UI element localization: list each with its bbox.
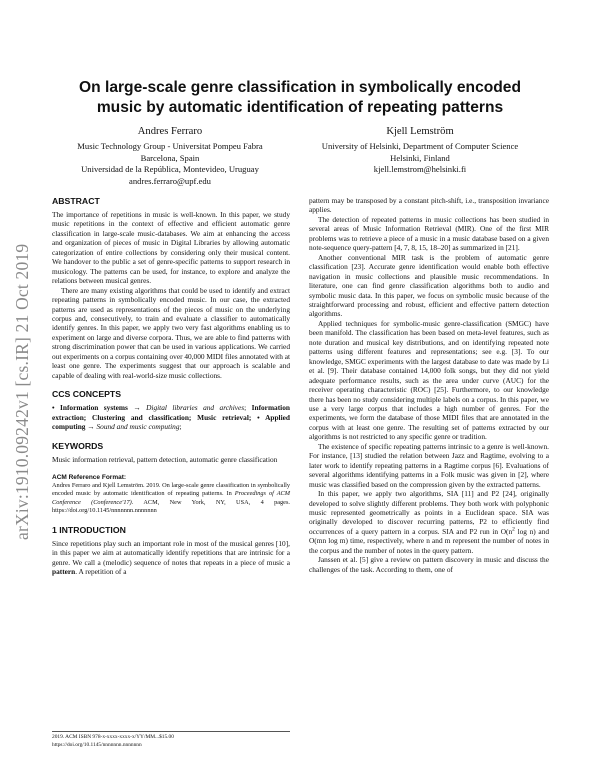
body-paragraph: The existence of specific repeating patterns intrinsic to a genre is well-known. For instance, [13] studied the relation between Jazz and Ragtime, evolving to a later work to identify repeating patterns in a Ragtime corpus [6]. Evaluations of several algorithms identifying patterns in a Folk music was given in [2], where music was classified based on the compression given by the extracted patterns.: [309, 441, 549, 489]
ccs-term: Sound and music computing: [96, 422, 180, 432]
body-paragraph: Janssen et al. [5] give a review on pattern discovery in music and discuss the challenges of the task. According to them, one of: [309, 555, 549, 574]
acm-reference-venue: Proceedings of ACM Conference (Conference'17).: [52, 490, 290, 506]
abstract-paragraph: There are many existing algorithms that could be used to identify and extract repeating patterns in symbolically encoded music. In our case, the extracted patterns are used as representations of the pieces of music on the underlying corpus and, consecutively, to train and evaluate a classifier to automatically identify genres. In this paper, we apply two very fast algorithms enabling us to experiment on large and diverse corpora. Thus, we are able to find patterns with strong discrimination power that can be used in various applications. We carried out experiments on a corpus containing over 40,000 MIDI files annotated with at least one genre. The experiments suggest that our approach is scalable and capable of dealing with real-world-size music collections.: [52, 285, 291, 380]
ccs-arrow: →: [127, 403, 147, 413]
introduction-text: Since repetitions play such an important role in most of the musical genres [10], in this paper we aim at automatically identify repetitions that are intrinsic for a genre. We call a (melodic) sequence of notes that repeats in a piece of music a: [52, 538, 290, 567]
keywords-text: Music information retrieval, pattern detection, automatic genre classification: [52, 454, 278, 464]
author-affiliation: University of Helsinki, Department of Computer Science: [321, 141, 519, 151]
author-name: Kjell Lemström: [386, 126, 454, 137]
body-paragraph: The detection of repeated patterns in music collections has been studied in several areas of Music Information Retrieval (MIR). One of the first MIR problems was to retrieve a piece of a music in a music database based on a given note-sequence query-pattern [4, 7, 8, 15, 18–20] as summarized in [21].: [309, 214, 549, 253]
introduction-heading: 1 INTRODUCTION: [52, 524, 126, 535]
copyright-footnote: [52, 731, 290, 749]
body-paragraph: pattern may be transposed by a constant pitch-shift, i.e., transposition invariance applies.: [309, 196, 549, 215]
introduction-text: . A repetition of a: [75, 566, 127, 576]
body-paragraph: [309, 489, 549, 555]
acm-reference-part: ACM, New York, NY, USA, 4 pages. https://doi.org/10.1145/nnnnnnn.nnnnnnn: [52, 498, 290, 515]
author-location: Barcelona, Spain: [140, 152, 200, 163]
ccs-term: Information extraction; Clustering and classification; Music retrieval; • Applied computing: [52, 403, 290, 432]
author-affiliation: Universidad de la República, Montevideo, Uruguay: [81, 164, 259, 174]
keywords-heading: KEYWORDS: [52, 440, 104, 451]
author-email: kjell.lemstrom@helsinki.fi: [373, 164, 467, 174]
ccs-arrow: →: [85, 422, 97, 432]
paper-title: On large-scale genre classification in symbolically encoded music by automatic identification of repeating patterns: [79, 79, 521, 116]
introduction-paragraph: [52, 539, 290, 577]
ccs-term: Digital libraries and archives: [146, 403, 245, 413]
ccs-separator: ;: [244, 403, 252, 413]
author-block-1: [60, 125, 280, 187]
abstract-heading: ABSTRACT: [52, 196, 100, 206]
body-text: In this paper, we apply two algorithms, SIA [11] and P2 [24], originally developed to solve slightly different problems. They both work with polyphonic music represented geometrically as points in a Euclidean space. SIA was originally developed to discover recurring patterns, P2 to efficiently find occurrences of a query pattern in a corpus. SIA and P2 run in O(n: [309, 489, 549, 536]
introduction-term: pattern: [52, 566, 76, 576]
superscript: 2: [512, 526, 515, 533]
left-column: [52, 196, 290, 576]
acm-reference-heading: ACM Reference Format:: [52, 473, 127, 481]
author-location: Helsinki, Finland: [390, 152, 450, 163]
right-column: [309, 196, 549, 574]
body-paragraph: Applied techniques for symbolic-music genre-classification (SMGC) have been manifold. The classification has been based on meta-level features, such as note duration and musical key distributions, and on identifying repeated note patterns using different features and representations; see e.g. [3]. To our knowledge, SMGC experiments with the largest database to date was made by Li et al. [9]. Their database contained 14,000 folk songs, but they did not yield adequate performance results, such as the area under curve (AUC) for the receiver operating characteristic (ROC) [25]. Furthermore, to our knowledge there has been no study considering multiple labels on a corpus. In this paper, we use a very large corpus that includes a high number of genres. For the experiments, we form the database of those MIDI files that are annotated in the corpus with at least one genre. The resulting set of patterns extracted by our algorithms is not restricted to any specific genre or tradition.: [309, 318, 549, 442]
acm-reference-part: Andres Ferraro and Kjell Lemström. 2019. On large-scale genre classification in symbolically encoded music by automatic identification of repeating patterns. In: [52, 481, 290, 498]
ccs-concepts: [52, 403, 290, 431]
author-affiliation: Music Technology Group - Universitat Pompeu Fabra: [77, 141, 263, 151]
doi-line: https://doi.org/10.1145/nnnnnnn.nnnnnnn: [52, 741, 142, 748]
arxiv-identifier: arXiv:1910.09242v1 [cs.IR] 21 Oct 2019: [12, 243, 32, 540]
author-name: Andres Ferraro: [137, 126, 203, 137]
ccs-separator: ;: [179, 422, 182, 432]
body-paragraph: Another conventional MIR task is the problem of automatic genre classification [23]. Accurate genre identification would enable both effective navigation in music collections and plausible music recommendations. In literature, one can find genre classification algorithms both to audio and symbolic music data. In this paper, we focus on symbolic music because of the straightforward processing and robust, efficient and effective pattern detection algorithms.: [309, 252, 549, 319]
ccs-term: • Information systems: [52, 403, 128, 413]
body-text: log n) and O(mn log m) time, respectively, where n and m represent the number of notes in the corpus and the number of notes in the query pattern.: [309, 526, 549, 555]
ccs-heading: CCS CONCEPTS: [52, 389, 122, 400]
abstract-paragraph: The importance of repetitions in music is well-known. In this paper, we study music repetitions in the context of effective and efficient automatic genre classification in large-scale music-databases. We aim at enhancing the access and organization of pieces of music in Digital Libraries by allowing automatic categorization of entire collections by considering only their musical content. We handover to the public a set of genre-specific patterns to support research in musicology. The patterns can be used, for instance, to explore and analyze the relations between musical genres.: [52, 210, 290, 286]
author-email: andres.ferraro@upf.edu: [129, 175, 211, 186]
isbn-line: 2019. ACM ISBN 978-x-xxxx-xxxx-x/YY/MM...$15.00: [52, 734, 174, 740]
acm-reference-text: [52, 482, 290, 516]
author-block-2: [300, 125, 540, 176]
